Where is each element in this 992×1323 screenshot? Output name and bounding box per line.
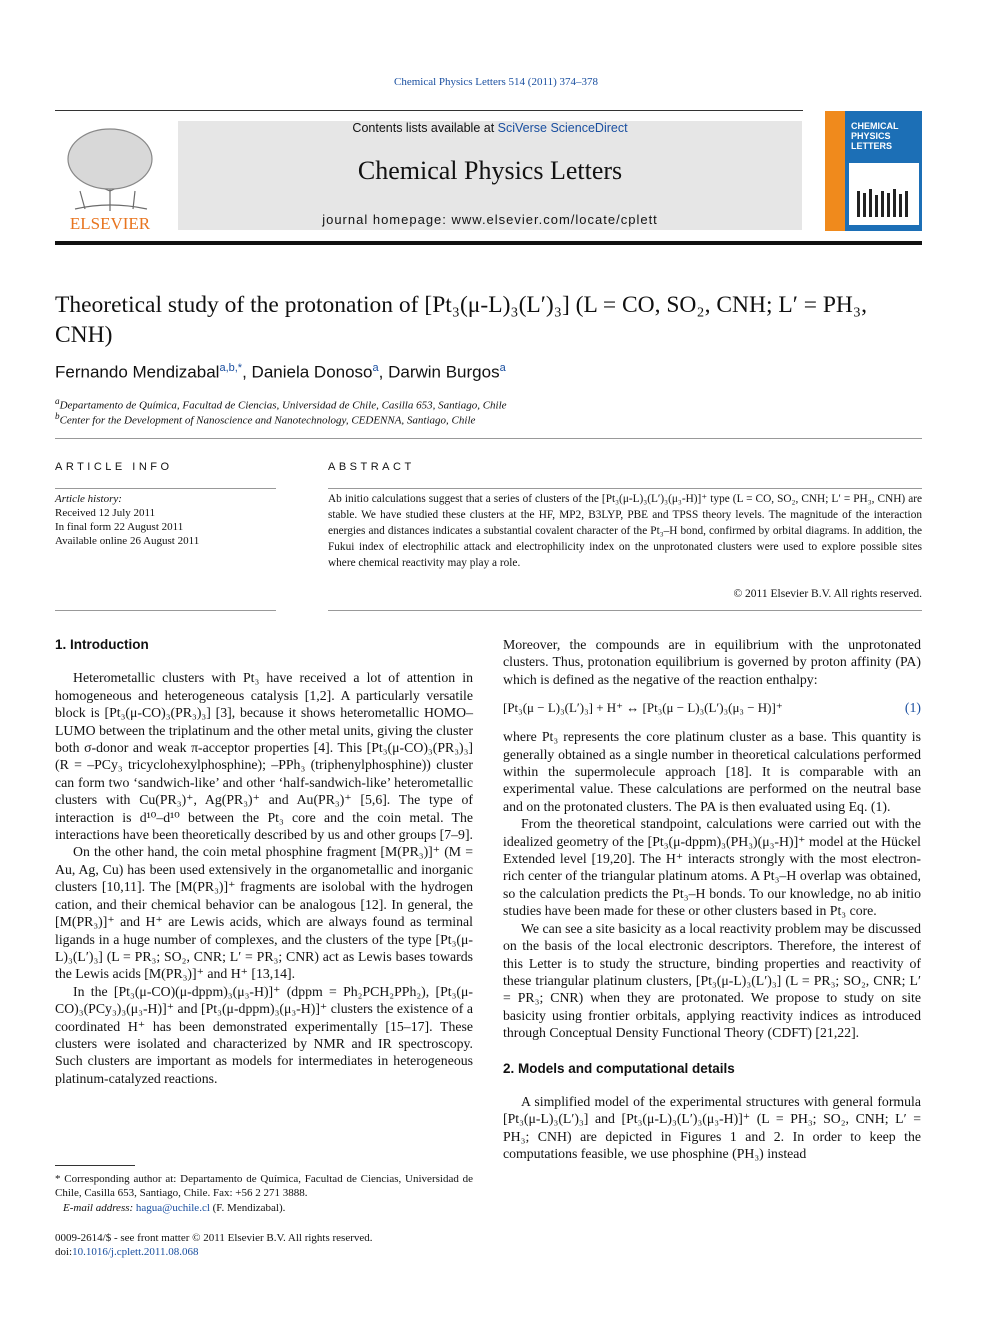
author-list: Fernando Mendizabal$^{a,b,*}$, Daniela Donoso$^a$, Darwin Burgos$^a$ [55, 362, 506, 382]
email-link[interactable]: hagua@uchile.cl [135, 1202, 210, 1214]
top-rule [55, 110, 803, 111]
publisher-name: ELSEVIER [69, 214, 151, 233]
cover-strip [825, 111, 845, 231]
divider [328, 488, 922, 489]
author-name[interactable]: Fernando Mendizabal [55, 362, 220, 382]
author-name[interactable]: Darwin Burgos [388, 362, 500, 382]
author-affiliation-mark[interactable]: a [372, 362, 379, 374]
journal-reference[interactable]: Chemical Physics Letters 514 (2011) 374–378 [394, 76, 598, 88]
equation-number: (1) [904, 700, 921, 716]
paragraph: where Pt₃ represents the core platinum cluster as a base. This quantity is generally obtained as a single number in theoretical calculations performed within the supermolecule approach [18]. It is comparable with an experimental value. These calculations are performed on the neutral base and on the protonated clusters. The PA is then evaluated using Eq. (1). [503, 729, 921, 814]
header-rule [55, 241, 922, 245]
elsevier-logo-icon [55, 121, 165, 233]
paragraph: In the [Pt₃(μ-CO)(μ-dppm)₃(μ₃-H)]⁺ (dppm = Ph₂PCH₂PPh₂), [Pt₃(μ-CO)₃(PCy₃)₃(μ₃-H)]⁺ and [Pt₃(μ-dppm)₃(μ₃-H)]⁺ clusters the existence of a coordinated H⁺ has been demonstrated experimentally [15–17]. These clusters were isolated and characterized by NMR and IR spectroscopy. Such clusters are important as models for intermediates in heterogeneous platinum-catalyzed reactions. [55, 983, 473, 1086]
author-affiliation-mark[interactable]: a,b,* [219, 362, 243, 374]
cover-title: CHEMICAL PHYSICS LETTERS [851, 121, 899, 151]
article-title: Theoretical study of the protonation of [Pt₃(μ-L)₃(L′)₃] (L = CO, SO₂, CNH; L′ = PH₃, CNH) [55, 292, 867, 348]
left-column [55, 636, 473, 1087]
paragraph: Heterometallic clusters with Pt₃ have received a lot of attention in homogeneous and heterogeneous catalysis [1,2]. A particularly versatile block is [Pt₃(μ-CO)₃(PR₃)₃] [3], because it shows heterometallic HOMO–LUMO between the triplatinum and the other metal units, giving the cluster both σ-donor and weak π-acceptor properties [4]. This [Pt₃(μ-CO)₃(PR₃)₃] (R = –PCy₃ tricyclohexylphosphine); –PPh₃ (triphenylphosphine)) cluster can form two ‘sandwich-like’ and other ‘half-sandwich-like’ heterometallic clusters with Cu(PR₃)⁺, Ag(PR₃)⁺ and Au(PR₃)⁺ [5,6]. The type of interaction is d¹⁰–d¹⁰ between the Pt₃ core and the coin metal. The interactions have been theoretically described by us and other groups [7–9]. [55, 670, 473, 843]
paragraph: On the other hand, the coin metal phosphine fragment [M(PR₃)]⁺ (M = Au, Ag, Cu) has been used extensively in the organometallic and inorganic clusters [10,11]. The [M(PR₃)]⁺ fragments are isolobal with the hydrogen cation, and their chemical behavior can be analogous [12]. In general, the [M(PR₃)]⁺ and H⁺ are Lewis acids, which are always found as terminal ligands in a huge number of complexes, and the clusters of the type [Pt₃(μ-L)₃(L′)₃] (L = PR₃; SO₂, CNR; L′ = PR₃; CNR) act as Lewis bases towards the Lewis acids [M(PR₃)]⁺ and H⁺ [13,14]. [55, 844, 473, 982]
paragraph: A simplified model of the experimental structures with general formula [Pt₃(μ-L)₃(L′)₃] and [Pt₃(μ-L)₃(L′)₃(μ₃-H)]⁺ (L = PH₃; SO₂, CNH; L′ = PH₃; CNH) are depicted in Figures 1 and 2. In order to keep the computations feasible, we use phosphine (PH₃) instead [503, 1093, 921, 1162]
section-heading: 1. Introduction [55, 637, 149, 652]
issn-line: 0009-2614/$ - see front matter © 2011 Elsevier B.V. All rights reserved. [55, 1232, 373, 1244]
divider [55, 488, 276, 489]
paragraph: Moreover, the compounds are in equilibrium with the unprotonated clusters. Thus, protonation equilibrium is governed by proton affinity (PA) which is defined as the negative of the reaction enthalpy: [503, 637, 921, 687]
journal-homepage[interactable]: journal homepage: www.elsevier.com/locate/cplett [322, 212, 658, 227]
contents-line: Contents lists available at SciVerse ScienceDirect [352, 121, 628, 135]
affiliation: $^a$Departamento de Química, Facultad de Ciencias, Universidad de Chile, Casilla 653, Santiago, Chile [55, 396, 507, 412]
divider [55, 610, 276, 611]
footnote-rule [55, 1165, 135, 1166]
author-name[interactable]: Daniela Donoso [251, 362, 373, 382]
right-column [503, 636, 921, 1163]
abstract-heading: ABSTRACT [328, 461, 415, 473]
doi-line: doi:10.1016/j.cplett.2011.08.068 [55, 1246, 199, 1258]
affiliation: $^b$Center for the Development of Nanoscience and Nanotechnology, CEDENNA, Santiago, Chile [55, 411, 476, 427]
corresponding-author-note: * Corresponding author at: Departamento de Química, Facultad de Ciencias, Universidad de Chile, Casilla 653, Santiago, Chile. Fax: +56 2 271 3888. [55, 1173, 473, 1199]
doi-link[interactable]: 10.1016/j.cplett.2011.08.068 [72, 1246, 199, 1258]
divider [55, 438, 922, 439]
article-history: Article history: Received 12 July 2011 In final form 22 August 2011 Available online 26 August 2011 [55, 493, 200, 547]
paragraph: From the theoretical standpoint, calculations were carried out with the idealized geometry of the [Pt₃(μ-dppm)₃(PH₃)(μ₃-H)]⁺ model at the Hückel Extended level [19,20]. The H⁺ interacts strongly with the most electron-rich center of the triangular platinum atoms. A Pt₃–H overlap was obtained, so the calculation predicts the Pt₃–H bonds. To our knowledge, no ab initio studies have been made for these or other clusters based in Pt₃ core. [503, 816, 921, 919]
article-info-heading: ARTICLE INFO [55, 461, 173, 473]
divider [328, 610, 922, 611]
email-note: E-mail address: hagua@uchile.cl (F. Mendizabal). [63, 1202, 286, 1214]
paragraph: We can see a site basicity as a local reactivity problem may be discussed on the basis of the local electronic descriptors. Therefore, the interest of this Letter is to study the structure, binding properties and reactivity of these triangular platinum clusters, [Pt₃(μ-L)₃(L′)₃] (L = PR₃; SO₂, CNR; L′ = PR₃; CNR) when they are protonated. We propose to study on site basicity using frontier orbitals, applying reactivity indices as introduced through Conceptual Density Functional Theory (CDFT) [21,22]. [503, 920, 922, 1041]
abstract-copyright: © 2011 Elsevier B.V. All rights reserved. [733, 588, 922, 600]
equation: [Pt₃(μ − L)₃(L′)₃] + H⁺ ↔ [Pt₃(μ − L)₃(L′)₃(μ₃ − H)]⁺ (1) [503, 700, 921, 716]
cover-art-icon [849, 163, 919, 225]
journal-title: Chemical Physics Letters [357, 156, 623, 185]
author-affiliation-mark[interactable]: a [499, 362, 506, 374]
section-heading: 2. Models and computational details [503, 1060, 735, 1076]
journal-cover [825, 111, 922, 231]
abstract-text: Ab initio calculations suggest that a series of clusters of the [Pt₃(μ-L)₃(L′)₃(μ₃-H)]⁺ type (L = CO, SO₂, CNH; L′ = PH₃, CNH) are stable. We have studied these clusters at the HF, MP2, B3LYP, PBE and TPSS theory levels. The magnitude of the interaction energies and distances indicates a substantial covalent character of the Pt₃–H bond, confirmed by orbital diagrams. In addition, the Fukui index of electrophilic attack and electrophilicity index on the unprotonated clusters were used to explore possible sites where chemical reactivity may play a role. [328, 493, 922, 569]
sciencedirect-link[interactable]: SciVerse ScienceDirect [497, 121, 628, 135]
